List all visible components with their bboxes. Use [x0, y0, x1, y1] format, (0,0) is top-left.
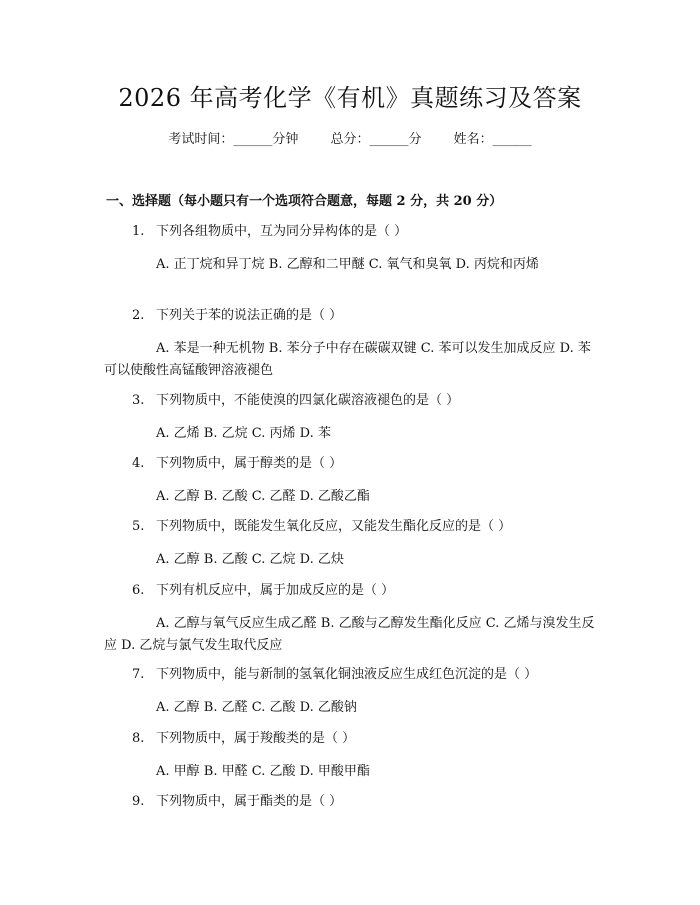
question-number: 1.	[132, 224, 145, 239]
question-stem	[132, 391, 652, 411]
total-score-field: 总分：______分	[330, 132, 422, 147]
question-stem	[132, 729, 652, 749]
question-number: 9.	[132, 794, 145, 809]
question-text: 下列物质中，不能使溴的四氯化碳溶液褪色的是（ ）	[156, 393, 460, 408]
question-stem	[132, 581, 652, 601]
question-stem	[132, 222, 652, 242]
question-options: A. 苯是一种无机物 B. 苯分子中存在碳碳双键 C. 苯可以发生加成反应 D. 苯可以使酸性高锰酸钾溶液褪色	[104, 341, 591, 378]
question-text: 下列有机反应中，属于加成反应的是（ ）	[156, 583, 395, 598]
question-text: 下列物质中，属于羧酸类的是（ ）	[156, 731, 356, 746]
question-text: 下列物质中，既能发生氧化反应，又能发生酯化反应的是（ ）	[156, 519, 512, 534]
question-options: A. 乙醇 B. 乙酸 C. 乙烷 D. 乙炔	[156, 552, 344, 567]
student-name-field: 姓名：______	[453, 132, 532, 147]
exam-meta	[0, 130, 700, 150]
question-number: 6.	[132, 583, 145, 598]
question-number: 8.	[132, 731, 145, 746]
question-stem	[132, 792, 652, 812]
question-stem	[132, 665, 652, 685]
question-text: 下列物质中，能与新制的氢氧化铜浊液反应生成红色沉淀的是（ ）	[156, 667, 538, 682]
question-number: 2.	[132, 308, 145, 323]
question-stem	[132, 517, 652, 537]
question-options: A. 乙醇 B. 乙酸 C. 乙醛 D. 乙酸乙酯	[156, 489, 370, 504]
section-heading: 一、选择题（每小题只有一个选项符合题意，每题 2 分，共 20 分）	[106, 194, 503, 209]
question-stem	[132, 306, 652, 326]
question-text: 下列关于苯的说法正确的是（ ）	[156, 308, 343, 323]
question-number: 5.	[132, 519, 145, 534]
page-title: 2026 年高考化学《有机》真题练习及答案	[118, 84, 582, 112]
question-stem	[132, 454, 652, 474]
question-number: 7.	[132, 667, 145, 682]
question-options: A. 乙烯 B. 乙烷 C. 丙烯 D. 苯	[156, 426, 331, 441]
question-options: A. 正丁烷和异丁烷 B. 乙醇和二甲醚 C. 氧气和臭氧 D. 丙烷和丙烯	[156, 257, 539, 272]
question-text: 下列物质中，属于醇类的是（ ）	[156, 456, 343, 471]
question-number: 3.	[132, 393, 145, 408]
question-options: A. 乙醇与氧气反应生成乙醛 B. 乙酸与乙醇发生酯化反应 C. 乙烯与溴发生反应 D. 乙烷与氯气发生取代反应	[104, 616, 595, 653]
question-number: 4.	[132, 456, 145, 471]
question-options: A. 乙醇 B. 乙醛 C. 乙酸 D. 乙酸钠	[156, 700, 357, 715]
exam-time-field: 考试时间：______分钟	[168, 132, 299, 147]
question-text: 下列各组物质中，互为同分异构体的是（ ）	[156, 224, 408, 239]
question-text: 下列物质中，属于酯类的是（ ）	[156, 794, 343, 809]
question-options: A. 甲醇 B. 甲醛 C. 乙酸 D. 甲酸甲酯	[156, 764, 370, 779]
